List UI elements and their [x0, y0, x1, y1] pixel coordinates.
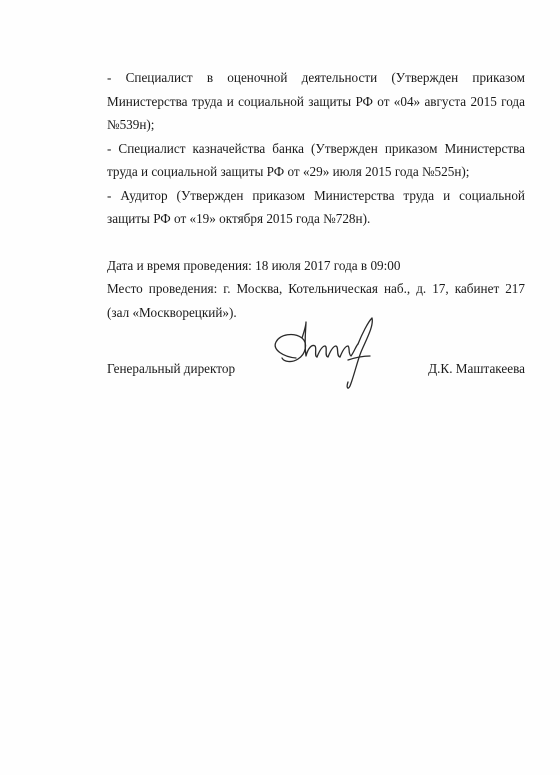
paragraph-spacer	[107, 231, 525, 254]
signer-role: Генеральный директор	[107, 361, 236, 376]
list-item-auditor: - Аудитор (Утвержден приказом Министерства труда и социальной защиты РФ от «19» октября 2015 года №728н).	[107, 187, 525, 226]
list-item-appraiser: - Специалист в оценочной деятельности (Утвержден приказом Министерства труда и социальной защиты РФ от «04» августа 2015 года №539н);	[107, 70, 525, 132]
signer-name: Д.К. Маштакеева	[428, 361, 525, 376]
event-location: Место проведения: г. Москва, Котельническая наб., д. 17, кабинет 217 (зал «Москворецкий»).	[107, 281, 525, 320]
signature-block	[107, 357, 525, 381]
document-body	[107, 66, 525, 324]
event-datetime: Дата и время проведения: 18 июля 2017 года в 09:00	[107, 257, 401, 273]
list-item-treasury-specialist: - Специалист казначейства банка (Утвержден приказом Министерства труда и социальной защиты РФ от «29» июля 2015 года №525н);	[107, 140, 525, 179]
